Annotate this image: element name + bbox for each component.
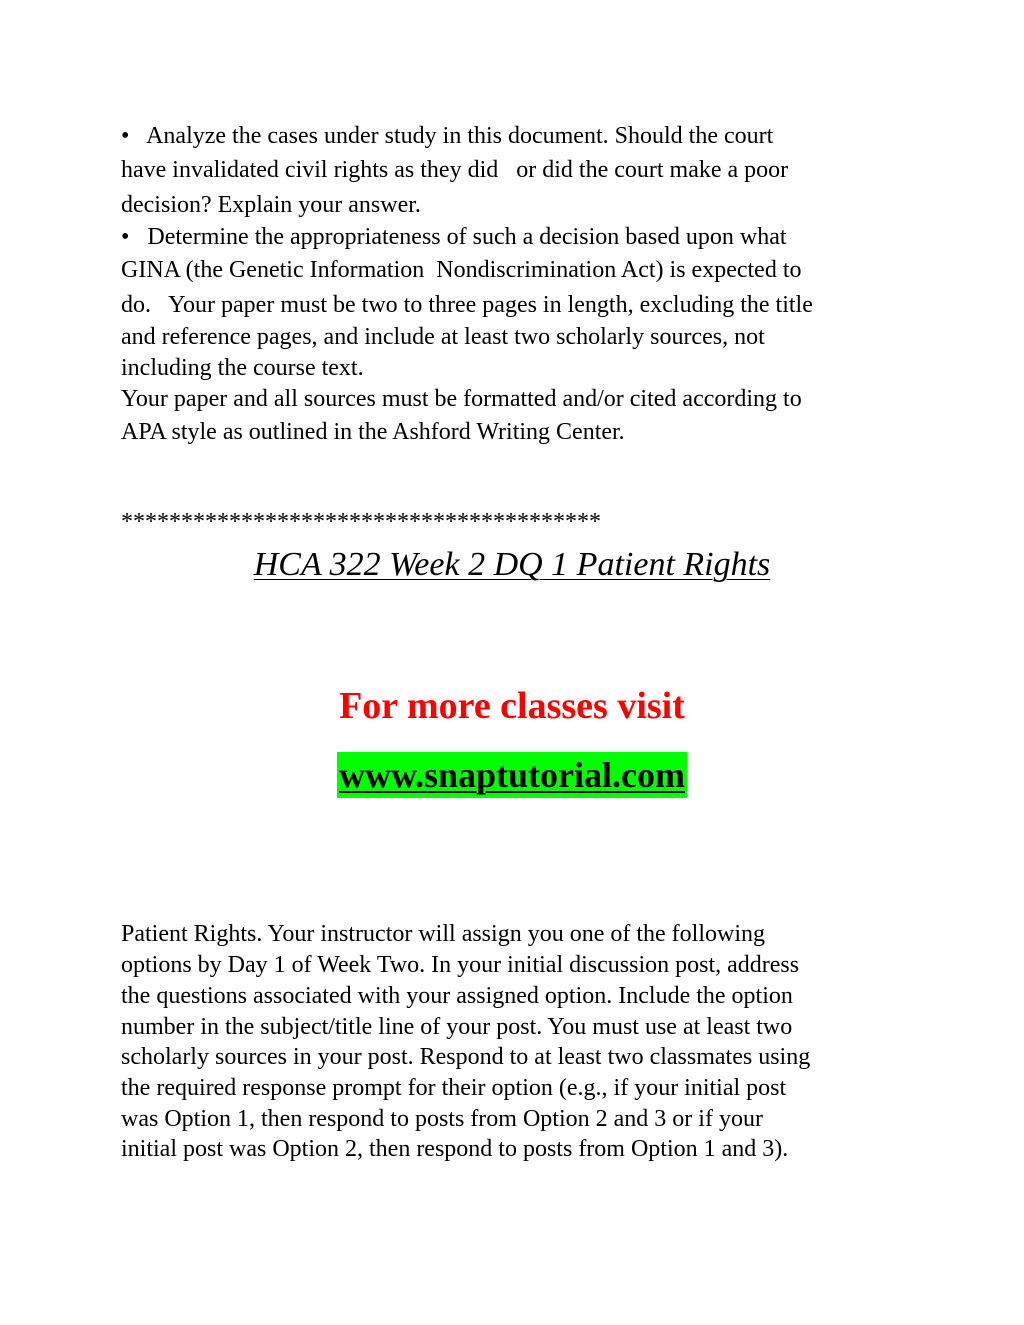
promo-text: For more classes visit <box>339 685 685 727</box>
assignment-line: decision? Explain your answer. <box>121 192 421 218</box>
assignment-line: • Determine the appropriateness of such a decision based upon what <box>121 224 787 250</box>
discussion-line: scholarly sources in your post. Respond to at least two classmates using <box>121 1044 811 1070</box>
assignment-line: • Analyze the cases under study in this document. Should the court <box>121 123 774 149</box>
website-link-wrap <box>0 752 1024 798</box>
assignment-line: do. Your paper must be two to three pages in length, excluding the title <box>121 292 813 318</box>
course-title <box>0 544 1024 586</box>
separator-stars: **************************************** <box>121 509 601 535</box>
discussion-line: was Option 1, then respond to posts from Option 2 and 3 or if your <box>121 1106 763 1132</box>
discussion-line: number in the subject/title line of your post. You must use at least two <box>121 1014 793 1040</box>
discussion-line: Patient Rights. Your instructor will assign you one of the following <box>121 921 765 947</box>
assignment-line: APA style as outlined in the Ashford Writing Center. <box>121 419 625 445</box>
assignment-line: GINA (the Genetic Information Nondiscrimination Act) is expected to <box>121 257 802 283</box>
assignment-line: have invalidated civil rights as they did or did the court make a poor <box>121 157 789 183</box>
discussion-line: options by Day 1 of Week Two. In your initial discussion post, address <box>121 952 800 978</box>
discussion-line: the required response prompt for their option (e.g., if your initial post <box>121 1075 787 1101</box>
assignment-line: and reference pages, and include at least two scholarly sources, not <box>121 324 765 350</box>
course-title-text: HCA 322 Week 2 DQ 1 Patient Rights <box>253 546 771 583</box>
website-link[interactable]: www.snaptutorial.com <box>337 752 687 798</box>
discussion-line: initial post was Option 2, then respond to posts from Option 1 and 3). <box>121 1136 789 1162</box>
assignment-line: Your paper and all sources must be formatted and/or cited according to <box>121 386 802 412</box>
discussion-line: the questions associated with your assigned option. Include the option <box>121 983 793 1009</box>
assignment-line: including the course text. <box>121 355 364 381</box>
